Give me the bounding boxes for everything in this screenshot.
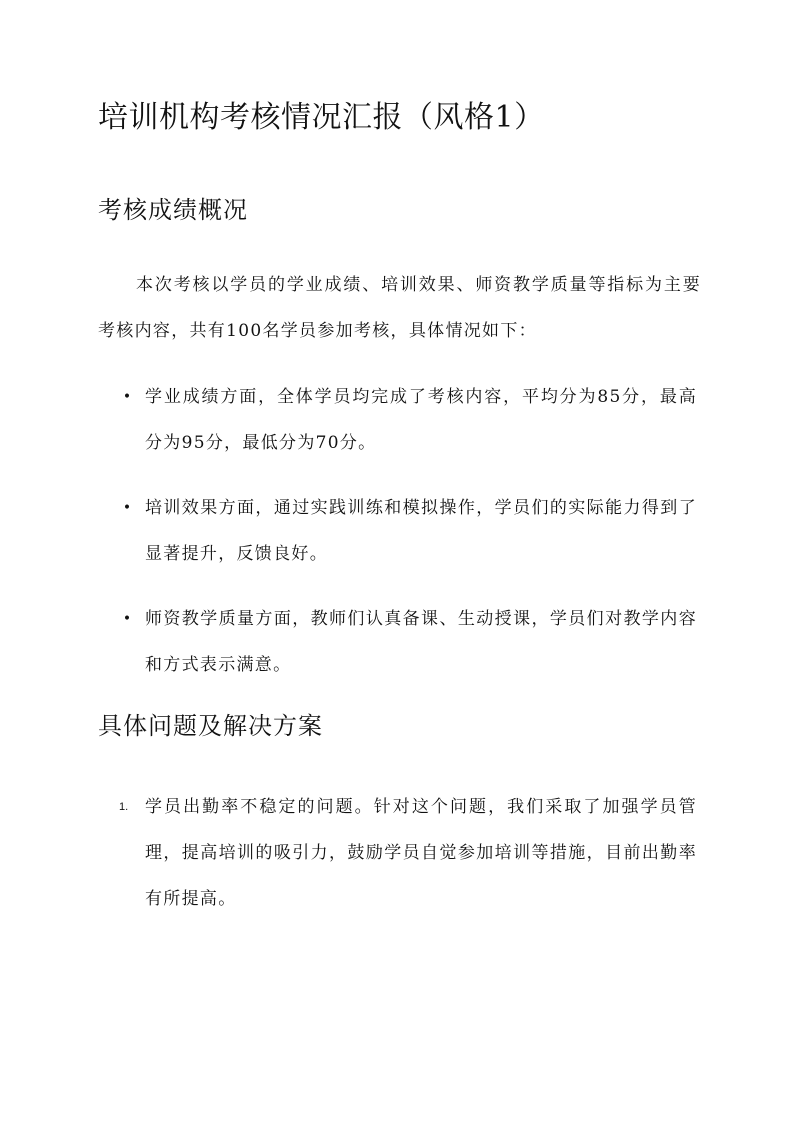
- list-spacer: [0, 577, 800, 596]
- intro-paragraph: 本次考核以学员的学业成绩、培训效果、师资教学质量等指标为主要考核内容，共有100名学员参加考核，具体情况如下：: [98, 275, 701, 341]
- bullet-marker: •: [122, 500, 132, 516]
- section-heading-score-overview: 考核成绩概况: [98, 196, 248, 224]
- section-heading-problems-solutions: 具体问题及解决方案: [98, 712, 323, 740]
- bullet-marker: •: [122, 389, 132, 405]
- problem-numbered-list: [0, 784, 800, 922]
- list-item-text: 培训效果方面，通过实践训练和模拟操作，学员们的实际能力得到了显著提升，反馈良好。: [145, 498, 697, 564]
- list-item-text: 师资教学质量方面，教师们认真备课、生动授课，学员们对教学内容和方式表示满意。: [145, 609, 697, 675]
- list-item: [0, 784, 800, 922]
- list-item-number: 1.: [119, 801, 129, 813]
- list-item: [0, 485, 800, 577]
- bullet-marker: •: [122, 611, 132, 627]
- list-item-text: 学员出勤率不稳定的问题。针对这个问题，我们采取了加强学员管理，提高培训的吸引力，鼓励学员自觉参加培训等措施，目前出勤率有所提高。: [145, 797, 697, 909]
- list-item-text: 学业成绩方面，全体学员均完成了考核内容，平均分为85分，最高分为95分，最低分为70分。: [145, 387, 697, 453]
- list-item: [0, 374, 800, 466]
- list-item: [0, 596, 800, 688]
- document-title: 培训机构考核情况汇报（风格1）: [98, 100, 545, 135]
- list-spacer: [0, 466, 800, 485]
- score-bullet-list: [0, 374, 800, 688]
